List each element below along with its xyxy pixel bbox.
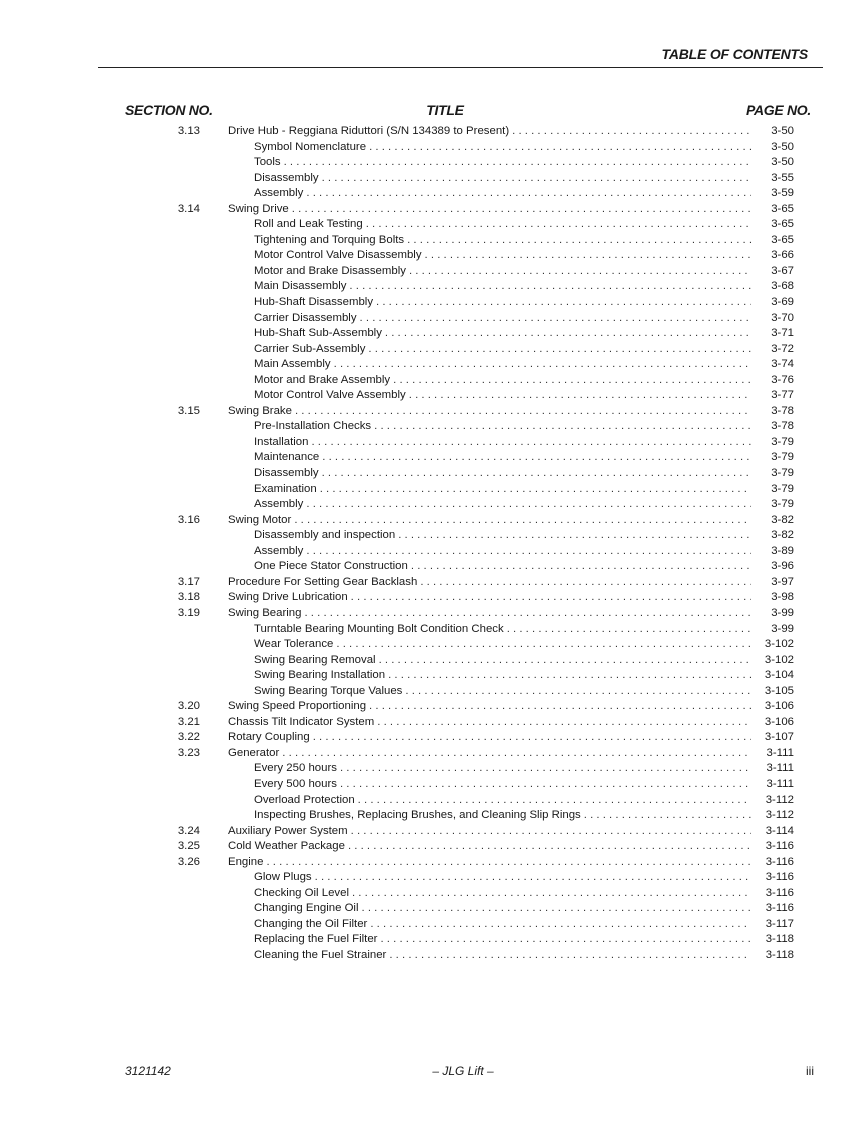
toc-entry-title[interactable]: Swing Motor <box>228 513 292 526</box>
toc-row[interactable] <box>0 124 866 140</box>
toc-entry-title[interactable]: Chassis Tilt Indicator System <box>228 715 375 728</box>
toc-entry-title[interactable]: Motor and Brake Assembly <box>254 373 391 386</box>
page-header-title: TABLE OF CONTENTS <box>661 46 808 62</box>
toc-row[interactable] <box>0 482 866 498</box>
toc-row[interactable] <box>0 901 866 917</box>
toc-page-number: 3-105 <box>751 684 794 700</box>
column-header-page: PAGE NO. <box>745 102 811 118</box>
toc-entry-title[interactable]: Pre-Installation Checks <box>254 420 372 433</box>
footer-page-number: iii <box>806 1064 814 1078</box>
toc-section-number: 3.17 <box>177 575 200 588</box>
toc-row[interactable] <box>0 528 866 544</box>
toc-entry-title[interactable]: Every 500 hours <box>254 777 337 790</box>
toc-page-number: 3-50 <box>751 124 794 140</box>
toc-leader-dots <box>322 450 794 466</box>
toc-entry-title[interactable]: Overload Protection <box>254 793 355 806</box>
toc-page-number: 3-72 <box>751 342 794 358</box>
toc-page-number: 3-50 <box>751 140 794 156</box>
toc-leader-dots <box>407 233 794 249</box>
toc-page-number: 3-106 <box>751 699 794 715</box>
toc-entry-title[interactable]: Cold Weather Package <box>228 840 345 853</box>
toc-entry-title[interactable]: Procedure For Setting Gear Backlash <box>228 575 418 588</box>
toc-entry-title[interactable]: Disassembly <box>254 171 319 184</box>
toc-entry-title[interactable]: Turntable Bearing Mounting Bolt Condition Check <box>254 622 504 635</box>
toc-leader-dots <box>369 699 794 715</box>
toc-page-number: 3-50 <box>751 155 794 171</box>
toc-row[interactable] <box>0 793 866 809</box>
toc-entry-title[interactable]: Inspecting Brushes, Replacing Brushes, and Cleaning Slip Rings <box>254 809 581 822</box>
toc-entry-title[interactable]: Hub-Shaft Sub-Assembly <box>254 327 382 340</box>
toc-row[interactable] <box>0 388 866 404</box>
toc-leader-dots <box>380 932 794 948</box>
toc-row[interactable] <box>0 637 866 653</box>
toc-entry-title[interactable]: Hub-Shaft Disassembly <box>254 296 374 309</box>
toc-entry-title[interactable]: Swing Brake <box>228 404 292 417</box>
toc-leader-dots <box>295 404 794 420</box>
toc-page-number: 3-116 <box>751 839 794 855</box>
toc-entry-title[interactable]: Disassembly <box>254 467 319 480</box>
toc-page-number: 3-79 <box>751 435 794 451</box>
toc-leader-dots <box>360 311 794 327</box>
toc-row[interactable] <box>0 295 866 311</box>
toc-row[interactable] <box>0 824 866 840</box>
toc-row[interactable] <box>0 202 866 218</box>
toc-page-number: 3-99 <box>751 622 794 638</box>
toc-page-number: 3-97 <box>751 575 794 591</box>
toc-entry-title[interactable]: Cleaning the Fuel Strainer <box>254 948 387 961</box>
toc-row[interactable] <box>0 404 866 420</box>
toc-entry-title[interactable]: Swing Bearing Removal <box>254 653 376 666</box>
toc-page-number: 3-59 <box>751 186 794 202</box>
toc-leader-dots <box>315 870 794 886</box>
toc-row[interactable] <box>0 730 866 746</box>
toc-row[interactable] <box>0 497 866 513</box>
toc-leader-dots <box>340 777 794 793</box>
toc-leader-dots <box>349 279 794 295</box>
toc-row[interactable] <box>0 715 866 731</box>
toc-row[interactable] <box>0 466 866 482</box>
toc-leader-dots <box>306 544 794 560</box>
toc-entry-title[interactable]: Changing Engine Oil <box>254 902 359 915</box>
toc-page-number: 3-116 <box>751 886 794 902</box>
toc-row[interactable] <box>0 357 866 373</box>
toc-leader-dots <box>352 886 794 902</box>
toc-page-number: 3-102 <box>751 653 794 669</box>
toc-entry-title[interactable]: Swing Drive Lubrication <box>228 591 348 604</box>
toc-page-number: 3-65 <box>751 202 794 218</box>
toc-leader-dots <box>420 575 794 591</box>
toc-section-number: 3.13 <box>177 125 200 137</box>
toc-page-number: 3-111 <box>751 777 794 793</box>
toc-section-number: 3.15 <box>177 404 200 417</box>
toc-page-number: 3-79 <box>751 482 794 498</box>
toc-row[interactable] <box>0 932 866 948</box>
toc-row[interactable] <box>0 233 866 249</box>
toc-leader-dots <box>398 528 794 544</box>
toc-leader-dots <box>369 140 794 156</box>
toc-row[interactable] <box>0 279 866 295</box>
toc-entry-title[interactable]: Assembly <box>254 498 304 511</box>
toc-page-number: 3-78 <box>751 404 794 420</box>
toc-row[interactable] <box>0 217 866 233</box>
toc-row[interactable] <box>0 171 866 187</box>
toc-page-number: 3-65 <box>751 217 794 233</box>
toc-leader-dots <box>425 248 794 264</box>
toc-entry-title[interactable]: Swing Bearing Torque Values <box>254 684 403 697</box>
toc-row[interactable] <box>0 248 866 264</box>
toc-section-number: 3.23 <box>177 746 200 759</box>
toc-row[interactable] <box>0 311 866 327</box>
toc-row[interactable] <box>0 559 866 575</box>
toc-leader-dots <box>311 435 794 451</box>
toc-leader-dots <box>282 746 794 762</box>
toc-page-number: 3-70 <box>751 311 794 327</box>
toc-entry-title[interactable]: Examination <box>254 482 317 495</box>
toc-entry-title[interactable]: Swing Bearing Installation <box>254 669 386 682</box>
toc-page-number: 3-98 <box>751 590 794 606</box>
toc-entry-title[interactable]: Maintenance <box>254 451 320 464</box>
toc-page-number: 3-107 <box>751 730 794 746</box>
toc-entry-title[interactable]: Main Assembly <box>254 358 331 371</box>
toc-page-number: 3-76 <box>751 373 794 389</box>
toc-leader-dots <box>366 217 794 233</box>
toc-leader-dots <box>336 637 794 653</box>
toc-section-number: 3.21 <box>177 715 200 728</box>
toc-row[interactable] <box>0 590 866 606</box>
toc-leader-dots <box>292 202 794 218</box>
toc-entry-title[interactable]: Generator <box>228 746 280 759</box>
column-header-section: SECTION NO. <box>125 102 213 118</box>
toc-page-number: 3-66 <box>751 248 794 264</box>
toc-leader-dots <box>362 901 795 917</box>
toc-row[interactable] <box>0 435 866 451</box>
toc-list <box>0 124 866 964</box>
footer-doc-number: 3121142 <box>125 1064 171 1078</box>
toc-leader-dots <box>334 357 794 373</box>
toc-leader-dots <box>393 373 794 389</box>
toc-section-number: 3.19 <box>177 606 200 619</box>
toc-entry-title[interactable]: Carrier Sub-Assembly <box>254 342 366 355</box>
toc-section-number: 3.25 <box>177 840 200 853</box>
toc-entry-title[interactable]: Carrier Disassembly <box>254 311 357 324</box>
toc-row[interactable] <box>0 777 866 793</box>
toc-leader-dots <box>304 606 794 622</box>
toc-entry-title[interactable]: Disassembly and inspection <box>254 529 396 542</box>
toc-row[interactable] <box>0 948 866 964</box>
toc-page-number: 3-79 <box>751 497 794 513</box>
toc-leader-dots <box>306 497 794 513</box>
toc-page-number: 3-77 <box>751 388 794 404</box>
toc-row[interactable] <box>0 419 866 435</box>
toc-entry-title[interactable]: Checking Oil Level <box>254 886 349 899</box>
toc-page-number: 3-78 <box>751 419 794 435</box>
toc-row[interactable] <box>0 450 866 466</box>
toc-section-number: 3.18 <box>177 591 200 604</box>
toc-entry-title[interactable]: Assembly <box>254 544 304 557</box>
toc-leader-dots <box>389 948 794 964</box>
toc-row[interactable] <box>0 855 866 871</box>
toc-leader-dots <box>284 155 794 171</box>
toc-entry-title[interactable]: Symbol Nomenclature <box>254 140 367 153</box>
toc-row[interactable] <box>0 264 866 280</box>
toc-entry-title[interactable]: Tools <box>254 156 281 169</box>
toc-row[interactable] <box>0 342 866 358</box>
toc-row[interactable] <box>0 186 866 202</box>
toc-leader-dots <box>322 466 794 482</box>
toc-entry-title[interactable]: Swing Bearing <box>228 606 302 619</box>
toc-leader-dots <box>348 839 794 855</box>
toc-page-number: 3-67 <box>751 264 794 280</box>
toc-page-number: 3-112 <box>751 808 794 824</box>
toc-row[interactable] <box>0 699 866 715</box>
toc-leader-dots <box>351 590 794 606</box>
toc-leader-dots <box>385 326 794 342</box>
toc-row[interactable] <box>0 653 866 669</box>
toc-section-number: 3.14 <box>177 202 200 215</box>
toc-leader-dots <box>358 793 794 809</box>
toc-entry-title[interactable]: Replacing the Fuel Filter <box>254 933 378 946</box>
toc-page-number: 3-55 <box>751 171 794 187</box>
toc-row[interactable] <box>0 746 866 762</box>
toc-leader-dots <box>266 855 794 871</box>
toc-leader-dots <box>313 730 794 746</box>
toc-entry-title[interactable]: Swing Drive <box>228 202 289 215</box>
toc-leader-dots <box>376 295 794 311</box>
toc-page-number: 3-116 <box>751 870 794 886</box>
toc-section-number: 3.20 <box>177 700 200 713</box>
toc-entry-title[interactable]: Swing Speed Proportioning <box>228 700 367 713</box>
toc-leader-dots <box>351 824 794 840</box>
toc-row[interactable] <box>0 668 866 684</box>
toc-row[interactable] <box>0 140 866 156</box>
toc-page-number: 3-99 <box>751 606 794 622</box>
toc-leader-dots <box>409 388 794 404</box>
toc-leader-dots <box>377 715 794 731</box>
toc-row[interactable] <box>0 808 866 824</box>
toc-entry-title[interactable]: Every 250 hours <box>254 762 337 775</box>
toc-page-number: 3-112 <box>751 793 794 809</box>
toc-entry-title[interactable]: Wear Tolerance <box>254 638 334 651</box>
toc-page-number: 3-104 <box>751 668 794 684</box>
toc-row[interactable] <box>0 761 866 777</box>
toc-row[interactable] <box>0 575 866 591</box>
toc-page-number: 3-116 <box>751 855 794 871</box>
toc-entry-title[interactable]: One Piece Stator Construction <box>254 560 408 573</box>
toc-leader-dots <box>370 917 794 933</box>
toc-entry-title[interactable]: Tightening and Torquing Bolts <box>254 233 405 246</box>
toc-leader-dots <box>294 513 794 529</box>
toc-row[interactable] <box>0 544 866 560</box>
toc-leader-dots <box>322 171 794 187</box>
toc-page-number: 3-82 <box>751 528 794 544</box>
toc-page-number: 3-96 <box>751 559 794 575</box>
toc-entry-title[interactable]: Rotary Coupling <box>228 731 310 744</box>
toc-entry-title[interactable]: Assembly <box>254 187 304 200</box>
toc-entry-title[interactable]: Installation <box>254 435 309 448</box>
toc-leader-dots <box>405 684 794 700</box>
toc-entry-title[interactable]: Glow Plugs <box>254 871 312 884</box>
toc-page-number: 3-111 <box>751 761 794 777</box>
toc-row[interactable] <box>0 917 866 933</box>
toc-page-number: 3-117 <box>751 917 794 933</box>
toc-section-number: 3.22 <box>177 731 200 744</box>
toc-row[interactable] <box>0 606 866 622</box>
toc-row[interactable] <box>0 839 866 855</box>
toc-leader-dots <box>388 668 794 684</box>
toc-row[interactable] <box>0 684 866 700</box>
toc-page-number: 3-118 <box>751 948 794 964</box>
toc-row[interactable] <box>0 373 866 389</box>
toc-entry-title[interactable]: Motor Control Valve Assembly <box>254 389 406 402</box>
footer-center-text: – JLG Lift – <box>432 1064 494 1078</box>
toc-section-number: 3.24 <box>177 824 200 837</box>
toc-entry-title[interactable]: Roll and Leak Testing <box>254 218 363 231</box>
toc-section-number: 3.16 <box>177 513 200 526</box>
toc-row[interactable] <box>0 886 866 902</box>
toc-leader-dots <box>409 264 794 280</box>
toc-page-number: 3-118 <box>751 932 794 948</box>
toc-page-number: 3-74 <box>751 357 794 373</box>
toc-page-number: 3-68 <box>751 279 794 295</box>
toc-entry-title[interactable]: Motor and Brake Disassembly <box>254 264 406 277</box>
toc-leader-dots <box>411 559 794 575</box>
toc-page-number: 3-69 <box>751 295 794 311</box>
toc-row[interactable] <box>0 870 866 886</box>
toc-entry-title[interactable]: Changing the Oil Filter <box>254 917 368 930</box>
toc-leader-dots <box>379 653 794 669</box>
toc-entry-title[interactable]: Drive Hub - Reggiana Riduttori (S/N 134389 to Present) <box>228 125 510 137</box>
toc-page-number: 3-116 <box>751 901 794 917</box>
toc-page-number: 3-82 <box>751 513 794 529</box>
toc-leader-dots <box>320 482 794 498</box>
toc-page-number: 3-71 <box>751 326 794 342</box>
toc-page-number: 3-102 <box>751 637 794 653</box>
column-header-title: TITLE <box>426 102 464 118</box>
toc-row[interactable] <box>0 622 866 638</box>
toc-leader-dots <box>340 761 794 777</box>
toc-page-number: 3-111 <box>751 746 794 762</box>
toc-entry-title[interactable]: Motor Control Valve Disassembly <box>254 249 422 262</box>
toc-leader-dots <box>368 342 794 358</box>
toc-entry-title[interactable]: Engine <box>228 855 264 868</box>
toc-section-number: 3.26 <box>177 855 200 868</box>
toc-page-number: 3-89 <box>751 544 794 560</box>
toc-page-number: 3-106 <box>751 715 794 731</box>
toc-entry-title[interactable]: Auxiliary Power System <box>228 824 348 837</box>
toc-page-number: 3-79 <box>751 450 794 466</box>
toc-row[interactable] <box>0 326 866 342</box>
toc-row[interactable] <box>0 155 866 171</box>
toc-entry-title[interactable]: Main Disassembly <box>254 280 347 293</box>
toc-page-number: 3-79 <box>751 466 794 482</box>
toc-leader-dots <box>306 186 794 202</box>
toc-leader-dots <box>374 419 794 435</box>
toc-page-number: 3-114 <box>751 824 794 840</box>
toc-row[interactable] <box>0 513 866 529</box>
toc-page-number: 3-65 <box>751 233 794 249</box>
header-rule <box>98 67 823 68</box>
